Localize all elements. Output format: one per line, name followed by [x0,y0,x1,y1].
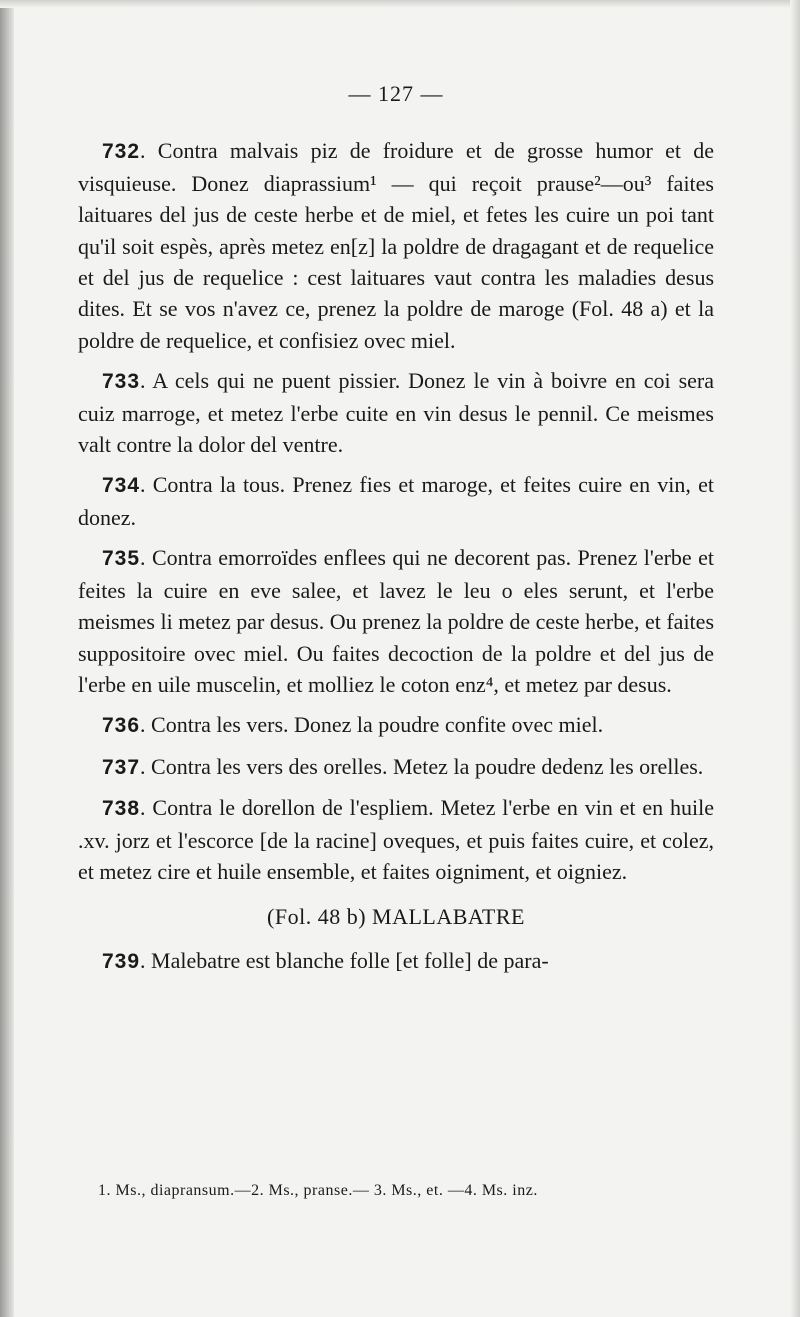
entry-number: 735 [102,547,141,571]
entry-738 [78,792,714,887]
entry-text: . A cels qui ne puent pissier. Donez le vin à boivre en coi sera cuiz marroge, et metez l'erbe cuite en vin desus le pennil. Ce meismes valt contre la dolor del ventre. [78,368,714,458]
scan-edge-left [0,0,14,1317]
scan-edge-top [0,0,800,8]
entry-text: . Contra malvais piz de froidure et de grosse humor et de visquieuse. Donez diaprassium¹ — qui reçoit prause²—ou³ faites laituares del jus de ceste herbe et de miel, et fetes les cuire un poi tant qu'il soit espès, après metez en[z] la poldre de dragagant et de requelice et del jus de requelice : cest laituares vaut contra les maladies desus dites. Et se vos n'avez ce, prenez la poldre de maroge (Fol. 48 a) et la poldre de requelice, et confisiez ovec miel. [78,138,714,353]
entry-text: . Contra emorroïdes enflees qui ne decorent pas. Prenez l'erbe et feites la cuire en eve salee, et lavez le leu o eles serunt, et l'erbe meismes li metez par desus. Ou prenez la poldre de ceste herbe, et faites suppositoire ovec miel. Ou faites decoction de la poldre et del jus de l'erbe en uile muscelin, et molliez le coton enz⁴, et metez par desus. [78,545,714,697]
page-number: — 127 — [348,81,444,106]
entry-number: 738 [102,797,141,821]
entry-text: . Contra les vers. Donez la poudre confite ovec miel. [140,712,604,738]
entry-734 [78,469,714,533]
entry-735 [78,542,714,700]
entry-number: 733 [102,370,141,394]
entry-text: . Contra la tous. Prenez fies et maroge, et feites cuire en vin, et donez. [78,472,714,530]
entry-732 [78,135,714,356]
entry-number: 737 [102,755,141,779]
entry-737 [78,751,714,783]
entry-739 [78,945,714,977]
section-heading: (Fol. 48 b) MALLABATRE [267,904,525,930]
entry-number: 739 [102,949,141,973]
document-page [78,78,714,986]
entry-736 [78,709,714,741]
entry-733 [78,365,714,460]
entry-number: 734 [102,474,141,498]
scan-edge-right [790,0,800,1317]
entry-number: 736 [102,714,141,738]
entry-text: . Malebatre est blanche folle [et folle] de para- [140,947,549,973]
entry-text: . Contra le dorellon de l'espliem. Metez l'erbe en vin et en huile .xv. jorz et l'escorce [de la racine] oveques, et puis faites cuire, et colez, et metez cire et huile ensemble, et faites oigniment, et oigniez. [78,795,714,884]
entry-text: . Contra les vers des orelles. Metez la poudre dedenz les orelles. [140,753,704,779]
footnotes: 1. Ms., diapransum.—2. Ms., pranse.— 3. Ms., et. —4. Ms. inz. [98,1182,538,1199]
entry-number: 732 [102,140,141,164]
